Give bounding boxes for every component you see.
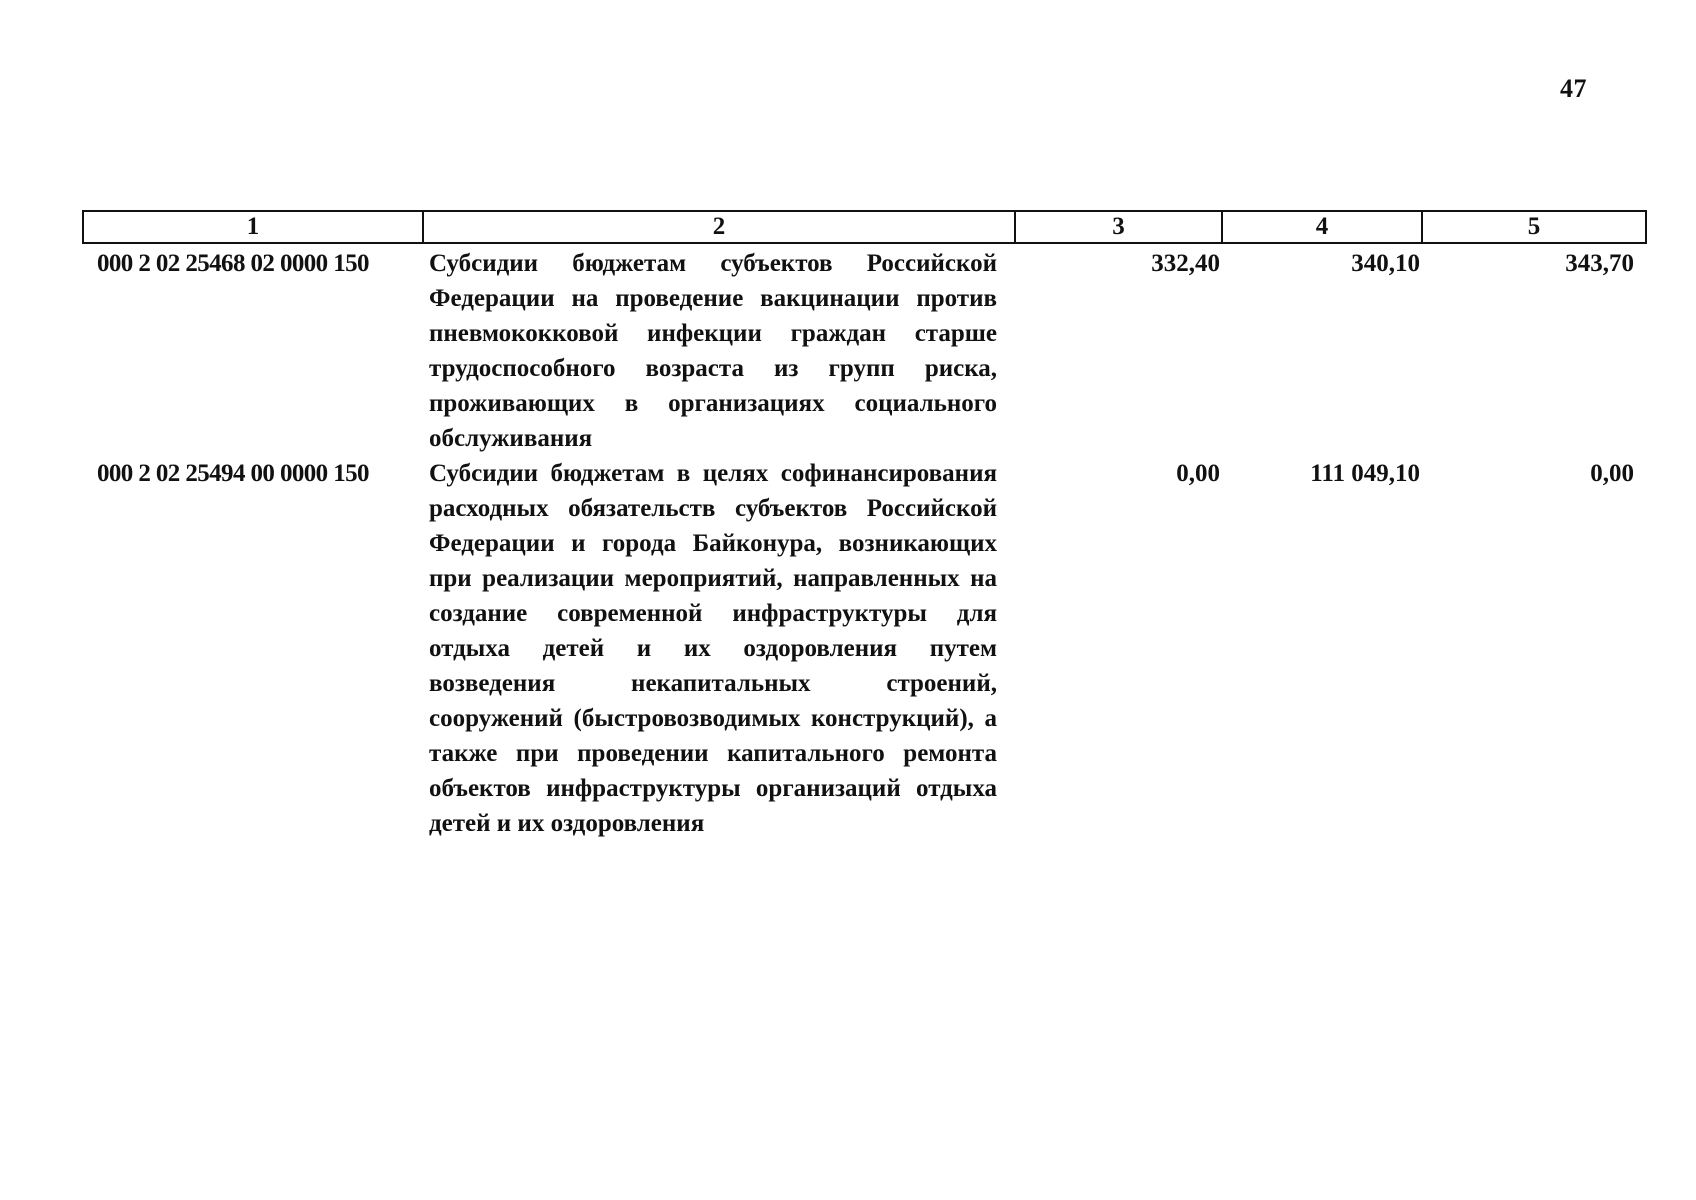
header-cell-5: 5 — [1422, 211, 1646, 243]
description-cell: Субсидии бюджетам субъектов Российской Федерации на проведение вакцинации против пневмококковой инфекции граждан старше трудоспособного возраста из групп риска, проживающих в организациях социального обслуживания — [429, 250, 997, 452]
header-row — [83, 211, 1646, 243]
value-cell-col5: 0,00 — [1590, 460, 1634, 487]
table-row — [83, 456, 1646, 841]
budget-code-cell: 000 2 02 25494 00 0000 150 — [97, 460, 369, 487]
value-cell-col3: 332,40 — [1151, 250, 1220, 277]
budget-table — [82, 210, 1647, 841]
table-body — [83, 243, 1646, 841]
value-cell-col5: 343,70 — [1565, 250, 1634, 277]
table-header — [83, 211, 1646, 243]
value-cell-col4: 340,10 — [1351, 250, 1420, 277]
header-cell-3: 3 — [1015, 211, 1222, 243]
budget-code-cell: 000 2 02 25468 02 0000 150 — [97, 250, 369, 277]
table-row — [83, 243, 1646, 456]
header-cell-1: 1 — [83, 211, 423, 243]
header-cell-4: 4 — [1222, 211, 1422, 243]
value-cell-col4: 111 049,10 — [1310, 460, 1420, 487]
description-cell: Субсидии бюджетам в целях софинансирования расходных обязательств субъектов Российской Федерации и города Байконура, возникающих при реализации мероприятий, направленных на создание современной инфраструктуры для отдыха детей и их оздоровления путем возведения некапитальных строений, сооружений (быстровозводимых конструкций), а также при проведении капитального ремонта объектов инфраструктуры организаций отдыха детей и их оздоровления — [429, 460, 997, 837]
value-cell-col3: 0,00 — [1176, 460, 1220, 487]
header-cell-2: 2 — [423, 211, 1015, 243]
page-number: 47 — [1560, 74, 1587, 103]
